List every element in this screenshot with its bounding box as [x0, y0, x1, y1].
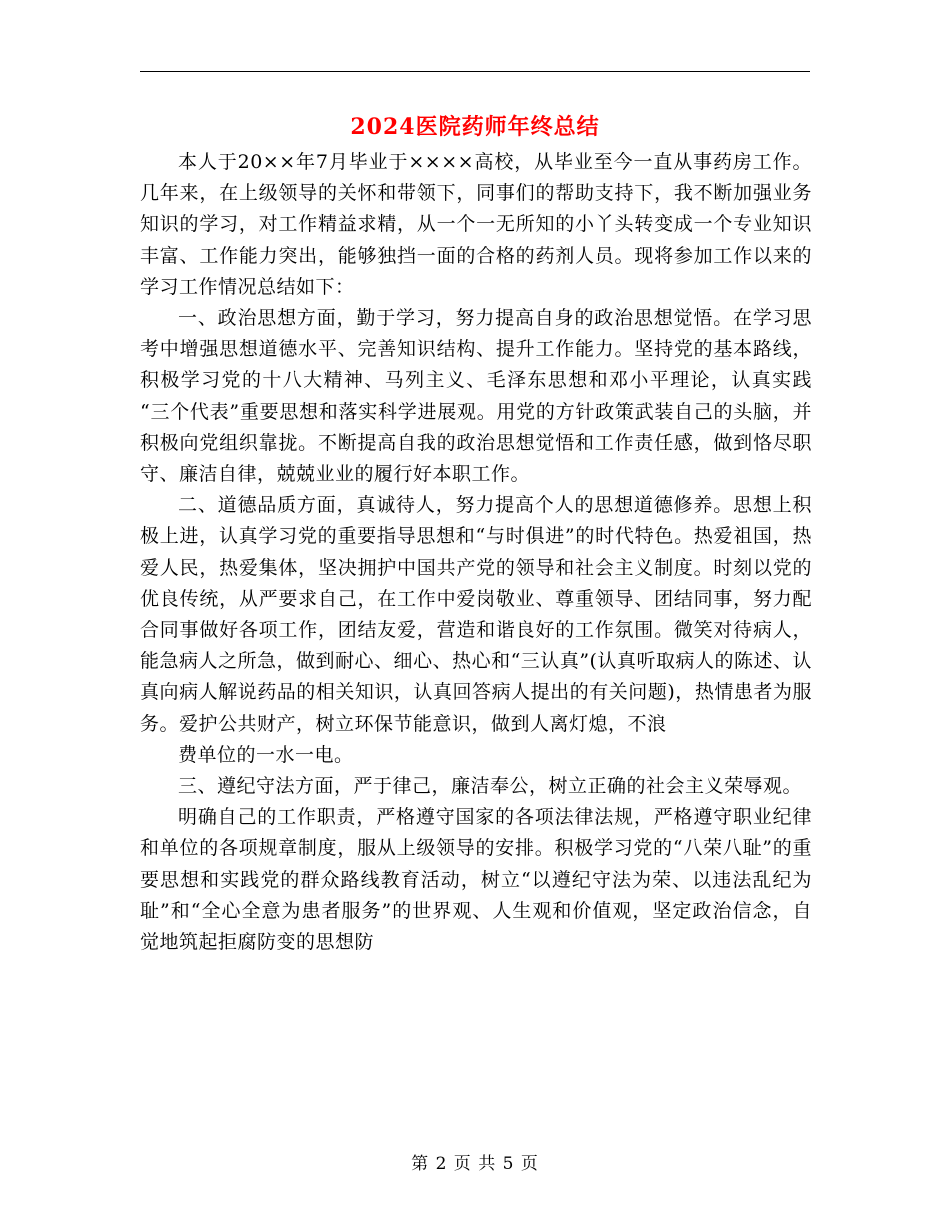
- paragraph-political: 一、政治思想方面，勤于学习，努力提高自身的政治思想觉悟。在学习思考中增强思想道德水平、完善知识结构、提升工作能力。坚持党的基本路线，积极学习党的十八大精神、马列主义、毛泽东思想和邓小平理论，认真实践 “三个代表”重要思想和落实科学进展观。用党的方针政策武装自己的头脑，并积极向党组织靠拢。不断提高自我的政治思想觉悟和工作责任感，做到恪尽职守、廉洁自律，兢兢业业的履行好本职工作。: [140, 307, 812, 486]
- page-number: 第 2 页 共 5 页: [411, 1154, 539, 1174]
- document-body: [140, 147, 812, 958]
- header-rule: [140, 71, 810, 72]
- paragraph-discipline: 三、遵纪守法方面，严于律己，廉洁奉公，树立正确的社会主义荣辱观。: [178, 775, 803, 798]
- paragraph-duties: 明确自己的工作职责，严格遵守国家的各项法律法规，严格遵守职业纪律和单位的各项规章制度，服从上级领导的安排。积极学习党的“八荣八耻”的重要思想和实践党的群众路线教育活动，树立“以遵纪守法为荣、以违法乱纪为耻”和“全心全意为患者服务”的世界观、人生观和价值观，坚定政治信念，自觉地筑起拒腐防变的思想防: [140, 806, 812, 954]
- paragraph-moral: 二、道德品质方面，真诚待人，努力提高个人的思想道德修养。思想上积极上进，认真学习党的重要指导思想和“与时俱进”的时代特色。热爱祖国，热爱人民，热爱集体，坚决拥护中国共产党的领导和社会主义制度。时刻以党的优良传统，从严要求自己，在工作中爱岗敬业、尊重领导、团结同事，努力配合同事做好各项工作，团结友爱，营造和谐良好的工作氛围。微笑对待病人，能急病人之所急，做到耐心、细心、热心和“三认真”(认真听取病人的陈述、认真向病人解说药品的相关知识，认真回答病人提出的有关问题)，热情患者为服务。爱护公共财产，树立环保节能意识，做到人离灯熄，不浪: [140, 494, 812, 735]
- document-title: 2024医院药师年终总结: [350, 114, 600, 140]
- paragraph-intro: 本人于20××年7月毕业于××××高校，从毕业至今一直从事药房工作。几年来，在上级领导的关怀和带领下，同事们的帮助支持下，我不断加强业务知识的学习，对工作精益求精，从一个一无所知的小丫头转变成一个专业知识丰富、工作能力突出，能够独挡一面的合格的药剂人员。现将参加工作以来的学习工作情况总结如下：: [140, 151, 812, 298]
- paragraph-moral-continued: 费单位的一水一电。: [178, 743, 354, 766]
